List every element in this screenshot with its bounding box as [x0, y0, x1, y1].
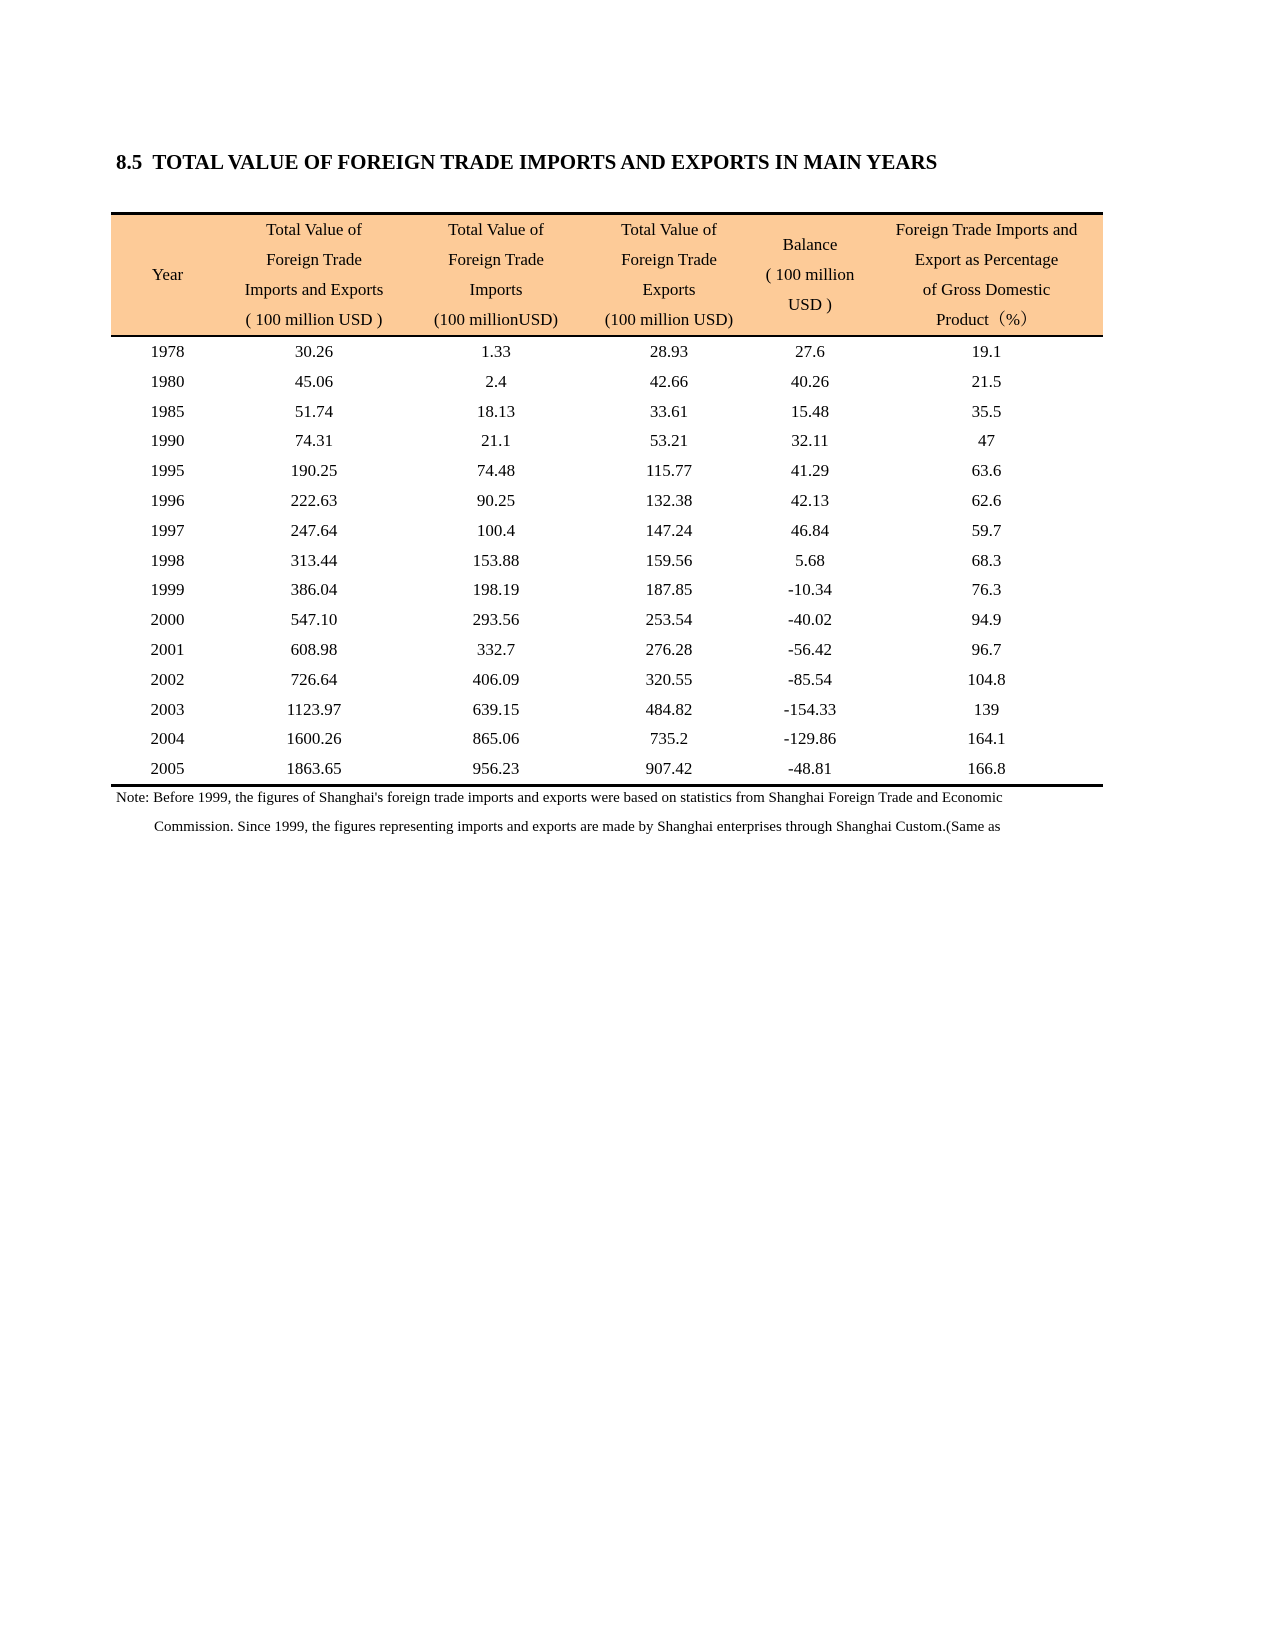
- cell-balance: 42.13: [790, 490, 830, 510]
- cell-imports: 639.15: [472, 699, 520, 719]
- cell-gdp-percentage: 96.7: [971, 639, 1002, 659]
- cell-balance: 27.6: [795, 342, 825, 361]
- note-line-2: Commission. Since 1999, the figures representing imports and exports are made by Shanghai enterprises through Shanghai Custom.(Same as: [154, 819, 1001, 835]
- cell-total-value: 608.98: [290, 639, 338, 659]
- cell-total-value: 30.26: [294, 342, 334, 361]
- table-row: [111, 724, 1103, 754]
- cell-exports: 320.55: [645, 669, 693, 689]
- table-row: [111, 665, 1103, 695]
- cell-total-value: 313.44: [290, 550, 338, 570]
- cell-exports: 484.82: [645, 699, 693, 719]
- table-row: [111, 575, 1103, 605]
- cell-year: 1999: [150, 580, 185, 600]
- header-line: Exports: [642, 280, 696, 299]
- cell-imports: 198.19: [472, 580, 520, 600]
- header-line: Balance: [782, 235, 838, 254]
- cell-balance: -154.33: [783, 699, 837, 719]
- cell-gdp-percentage: 104.8: [967, 669, 1006, 689]
- header-line: Foreign Trade: [448, 250, 544, 269]
- cell-year: 2004: [150, 729, 185, 749]
- table-row: [111, 397, 1103, 427]
- cell-gdp-percentage: 35.5: [971, 401, 1002, 421]
- header-exports: [588, 214, 750, 337]
- cell-balance: -129.86: [783, 729, 837, 749]
- cell-balance: 46.84: [790, 520, 830, 540]
- cell-balance: -10.34: [788, 580, 832, 600]
- cell-balance: 15.48: [790, 401, 830, 421]
- header-row: [111, 214, 1103, 337]
- header-line: ( 100 million USD ): [245, 310, 383, 329]
- page-title: 8.5 TOTAL VALUE OF FOREIGN TRADE IMPORTS AND EXPORTS IN MAIN YEARS: [116, 150, 938, 174]
- table-row: [111, 486, 1103, 516]
- header-line: Foreign Trade: [621, 250, 717, 269]
- cell-exports: 187.85: [645, 580, 693, 600]
- cell-total-value: 51.74: [294, 401, 334, 421]
- table-row: [111, 367, 1103, 397]
- cell-imports: 90.25: [476, 490, 516, 510]
- header-balance: [750, 214, 870, 337]
- cell-year: 2002: [150, 669, 185, 689]
- trade-table-container: [111, 212, 1103, 787]
- cell-balance: -40.02: [788, 610, 832, 630]
- cell-year: 1997: [150, 520, 185, 540]
- cell-total-value: 247.64: [290, 520, 338, 540]
- cell-gdp-percentage: 164.1: [967, 729, 1006, 749]
- cell-gdp-percentage: 62.6: [971, 490, 1002, 510]
- table-row: [111, 336, 1103, 367]
- cell-gdp-percentage: 68.3: [971, 550, 1002, 570]
- cell-exports: 42.66: [649, 371, 689, 391]
- cell-exports: 253.54: [645, 610, 693, 630]
- cell-imports: 74.48: [476, 461, 516, 481]
- cell-year: 1998: [150, 550, 185, 570]
- cell-exports: 159.56: [645, 550, 693, 570]
- cell-imports: 865.06: [472, 729, 520, 749]
- cell-exports: 907.42: [588, 754, 750, 785]
- cell-exports: 735.2: [649, 729, 689, 749]
- table-body: [111, 336, 1103, 785]
- cell-imports: 956.23: [404, 754, 588, 785]
- cell-gdp-percentage: 76.3: [971, 580, 1002, 600]
- header-line: (100 millionUSD): [433, 310, 559, 329]
- header-line: Imports: [469, 280, 523, 299]
- header-line: Total Value of: [448, 220, 544, 239]
- cell-exports: 28.93: [649, 342, 689, 361]
- cell-gdp-percentage: 19.1: [971, 342, 1002, 361]
- cell-total-value: 1863.65: [224, 754, 404, 785]
- table-row: [111, 754, 1103, 785]
- note-line-1: Note: Before 1999, the figures of Shanghai's foreign trade imports and exports were based on statistics from Shanghai Foreign Trade and Economic: [116, 790, 1003, 806]
- cell-year: 2001: [150, 639, 185, 659]
- cell-year: 2003: [150, 699, 185, 719]
- cell-imports: 406.09: [472, 669, 520, 689]
- cell-balance: -48.81: [750, 754, 870, 785]
- header-imports: [404, 214, 588, 337]
- cell-total-value: 547.10: [290, 610, 338, 630]
- cell-imports: 293.56: [472, 610, 520, 630]
- header-line: Foreign Trade Imports and: [895, 220, 1078, 239]
- header-year: [111, 214, 224, 337]
- cell-year: 2000: [150, 610, 185, 630]
- cell-exports: 132.38: [645, 490, 693, 510]
- header-line: Foreign Trade: [266, 250, 362, 269]
- header-line: of Gross Domestic: [922, 280, 1051, 299]
- cell-gdp-percentage: 47: [978, 431, 995, 451]
- cell-total-value: 222.63: [290, 490, 338, 510]
- cell-total-value: 190.25: [290, 461, 338, 481]
- cell-year: 1996: [150, 490, 185, 510]
- cell-total-value: 74.31: [294, 431, 334, 451]
- cell-exports: 33.61: [649, 401, 689, 421]
- cell-gdp-percentage: 166.8: [870, 754, 1103, 785]
- cell-gdp-percentage: 139: [973, 699, 1000, 719]
- table-row: [111, 605, 1103, 635]
- cell-imports: 153.88: [472, 550, 520, 570]
- header-line: Total Value of: [621, 220, 717, 239]
- header-line: Total Value of: [266, 220, 362, 239]
- cell-year: 1995: [150, 461, 185, 481]
- header-gdp-percentage: [870, 214, 1103, 337]
- cell-total-value: 1123.97: [286, 699, 342, 719]
- header-total-value: [224, 214, 404, 337]
- header-line: Imports and Exports: [244, 280, 384, 299]
- cell-balance: 32.11: [791, 431, 829, 451]
- table-row: [111, 426, 1103, 456]
- cell-balance: 41.29: [790, 461, 830, 481]
- table-row: [111, 635, 1103, 665]
- cell-total-value: 1600.26: [286, 729, 342, 749]
- cell-balance: -56.42: [788, 639, 832, 659]
- cell-imports: 332.7: [476, 639, 516, 659]
- cell-imports: 1.33: [481, 342, 511, 361]
- cell-imports: 100.4: [476, 520, 516, 540]
- cell-gdp-percentage: 63.6: [971, 461, 1002, 481]
- table-header: [111, 214, 1103, 337]
- cell-exports: 147.24: [645, 520, 693, 540]
- table-row: [111, 516, 1103, 546]
- cell-total-value: 726.64: [290, 669, 338, 689]
- table-note: [116, 784, 1104, 842]
- table-row: [111, 456, 1103, 486]
- cell-year: 1990: [150, 431, 185, 451]
- cell-gdp-percentage: 59.7: [971, 520, 1002, 540]
- header-line: ( 100 million: [765, 265, 855, 284]
- header-line: Product（%）: [935, 310, 1038, 329]
- table-row: [111, 695, 1103, 725]
- cell-year: 1985: [150, 401, 185, 421]
- cell-balance: 5.68: [795, 550, 825, 570]
- cell-year: 1978: [150, 342, 185, 361]
- cell-exports: 115.77: [645, 461, 693, 481]
- cell-exports: 276.28: [645, 639, 693, 659]
- header-line: USD ): [788, 295, 832, 314]
- cell-exports: 53.21: [649, 431, 689, 451]
- trade-table: [111, 212, 1103, 787]
- cell-balance: -85.54: [788, 669, 832, 689]
- cell-year: 1980: [150, 371, 185, 391]
- cell-total-value: 386.04: [290, 580, 338, 600]
- cell-imports: 21.1: [481, 431, 511, 451]
- header-line: Export as Percentage: [914, 250, 1059, 269]
- cell-imports: 2.4: [485, 371, 507, 391]
- cell-imports: 18.13: [476, 401, 516, 421]
- cell-gdp-percentage: 94.9: [971, 610, 1002, 630]
- header-line: Year: [151, 265, 184, 284]
- header-line: (100 million USD): [604, 310, 734, 329]
- cell-year: 2005: [111, 754, 224, 785]
- cell-gdp-percentage: 21.5: [971, 371, 1002, 391]
- cell-total-value: 45.06: [294, 371, 334, 391]
- cell-balance: 40.26: [790, 371, 830, 391]
- table-row: [111, 546, 1103, 576]
